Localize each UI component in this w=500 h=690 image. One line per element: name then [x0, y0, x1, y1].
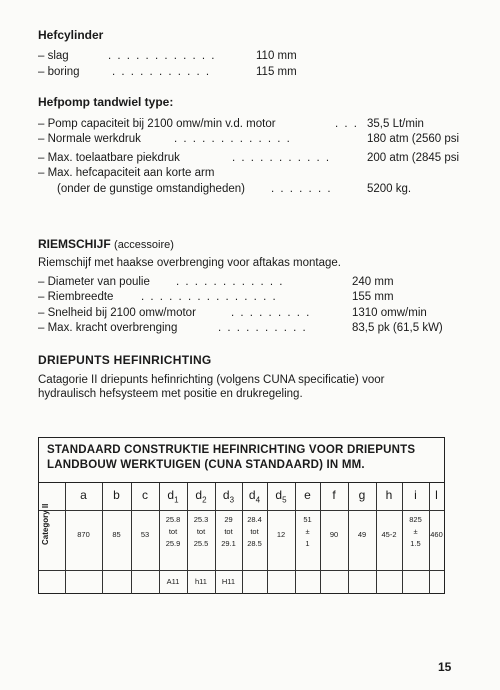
page-number: 15	[438, 660, 452, 674]
category-label: Category II	[41, 503, 50, 545]
spec-value: 200 atm (2845 psi	[367, 152, 460, 164]
spec-label: – Snelheid bij 2100 omw/motor	[38, 307, 196, 319]
spec-label: – Diameter van poulie	[38, 276, 150, 288]
table-cell: 825 ± 1.5	[409, 515, 422, 548]
table-cell: 25.3 tot 25.5	[193, 515, 209, 548]
tolerance-cell: h11	[195, 577, 207, 586]
spec-value: 1310 omw/min	[352, 307, 427, 319]
riemschijf-heading	[38, 237, 174, 251]
spec-label: – Riembreedte	[38, 291, 114, 303]
table-cell: 870	[77, 530, 90, 539]
hefcylinder-heading: Hefcylinder	[38, 28, 104, 42]
table-title	[47, 443, 415, 473]
tolerance-cell: A11	[166, 577, 180, 586]
column-header: $d_4$	[248, 488, 261, 505]
cuna-standard-table	[38, 437, 445, 594]
spec-label: – boring	[38, 66, 80, 78]
driepunts-heading: DRIEPUNTS HEFINRICHTING	[38, 353, 212, 367]
dot-leader: . . . . . . . . . .	[218, 322, 308, 334]
column-header: i	[414, 488, 417, 502]
spec-label: – Max. toelaatbare piekdruk	[38, 152, 180, 164]
spec-label: – Pomp capaciteit bij 2100 omw/min v.d. motor	[38, 118, 276, 130]
column-header: h	[385, 488, 393, 502]
spec-label: – slag	[38, 50, 69, 62]
column-header: $d_1$	[167, 488, 179, 505]
spec-value: 180 atm (2560 psi	[367, 133, 460, 145]
table-cell: 85	[112, 530, 121, 539]
spec-label: – Max. hefcapaciteit aan korte arm	[38, 167, 215, 179]
dot-leader: . . . . . . . . . . . .	[108, 50, 216, 62]
driepunts-text-line2: hydraulisch hefsysteem met positie en drukregeling.	[38, 388, 303, 400]
dot-leader: . . . . . . . . . . .	[112, 66, 211, 78]
column-header: e	[304, 488, 311, 502]
dot-leader: . . . . . . .	[271, 183, 333, 195]
spec-label: – Max. kracht overbrenging	[38, 322, 178, 334]
table-cell: 29 tot 29.1	[221, 515, 236, 548]
riemschijf-intro: Riemschijf met haakse overbrenging voor aftakas montage.	[38, 257, 341, 269]
spec-value: 155 mm	[352, 291, 394, 303]
riemschijf-title: RIEMSCHIJF	[38, 237, 111, 251]
hefpomp-heading: Hefpomp tandwiel type:	[38, 95, 174, 109]
dot-leader: . . . . . . . . . . .	[232, 152, 331, 164]
tolerance-cell: H11	[221, 577, 236, 586]
spec-value: 5200 kg.	[367, 183, 412, 195]
column-header: g	[358, 488, 366, 502]
table-cell: 25.8 tot 25.9	[165, 515, 181, 548]
dot-leader: . . .	[335, 118, 359, 130]
table-cell: 12	[276, 530, 286, 539]
column-header: $d_3$	[222, 488, 235, 505]
table-cell: 51 ± 1	[303, 515, 312, 548]
column-header: a	[80, 488, 87, 502]
table-title-line2: LANDBOUW WERKTUIGEN (CUNA STANDAARD) IN MM.	[47, 459, 365, 471]
dot-leader: . . . . . . . . . . . . .	[174, 133, 292, 145]
dot-leader: . . . . . . . . . . . .	[176, 276, 284, 288]
riemschijf-suffix: (accessoire)	[114, 239, 174, 251]
column-header: f	[332, 488, 336, 502]
table-cell: 49	[357, 530, 367, 539]
dot-leader: . . . . . . . . .	[231, 307, 311, 319]
column-header: $d_2$	[195, 488, 207, 505]
driepunts-text-line1: Catagorie II driepunts hefinrichting (volgens CUNA specificatie) voor	[38, 374, 385, 386]
table-cell: 28.4 tot 28.5	[247, 515, 262, 548]
table-title-line1: STANDAARD CONSTRUKTIE HEFINRICHTING VOOR DRIEPUNTS	[47, 444, 416, 456]
dot-leader: . . . . . . . . . . . . . . .	[141, 291, 278, 303]
spec-value: 115 mm	[256, 66, 297, 78]
column-header: b	[113, 488, 120, 502]
column-header: l	[435, 488, 438, 502]
table-cell: 45-2	[381, 530, 397, 539]
table-cell: 53	[140, 530, 150, 539]
column-header: c	[142, 488, 148, 502]
spec-value: 83,5 pk (61,5 kW)	[352, 322, 443, 334]
table-cell: 90	[329, 530, 339, 539]
table-cell: 460	[430, 530, 443, 539]
spec-label: (onder de gunstige omstandigheden)	[57, 183, 245, 195]
spec-value: 110 mm	[256, 50, 297, 62]
spec-value: 240 mm	[352, 276, 394, 288]
table-grid	[39, 482, 444, 594]
column-header: $d_5$	[275, 488, 287, 505]
spec-value: 35,5 Lt/min	[367, 118, 424, 130]
spec-label: – Normale werkdruk	[38, 133, 141, 145]
